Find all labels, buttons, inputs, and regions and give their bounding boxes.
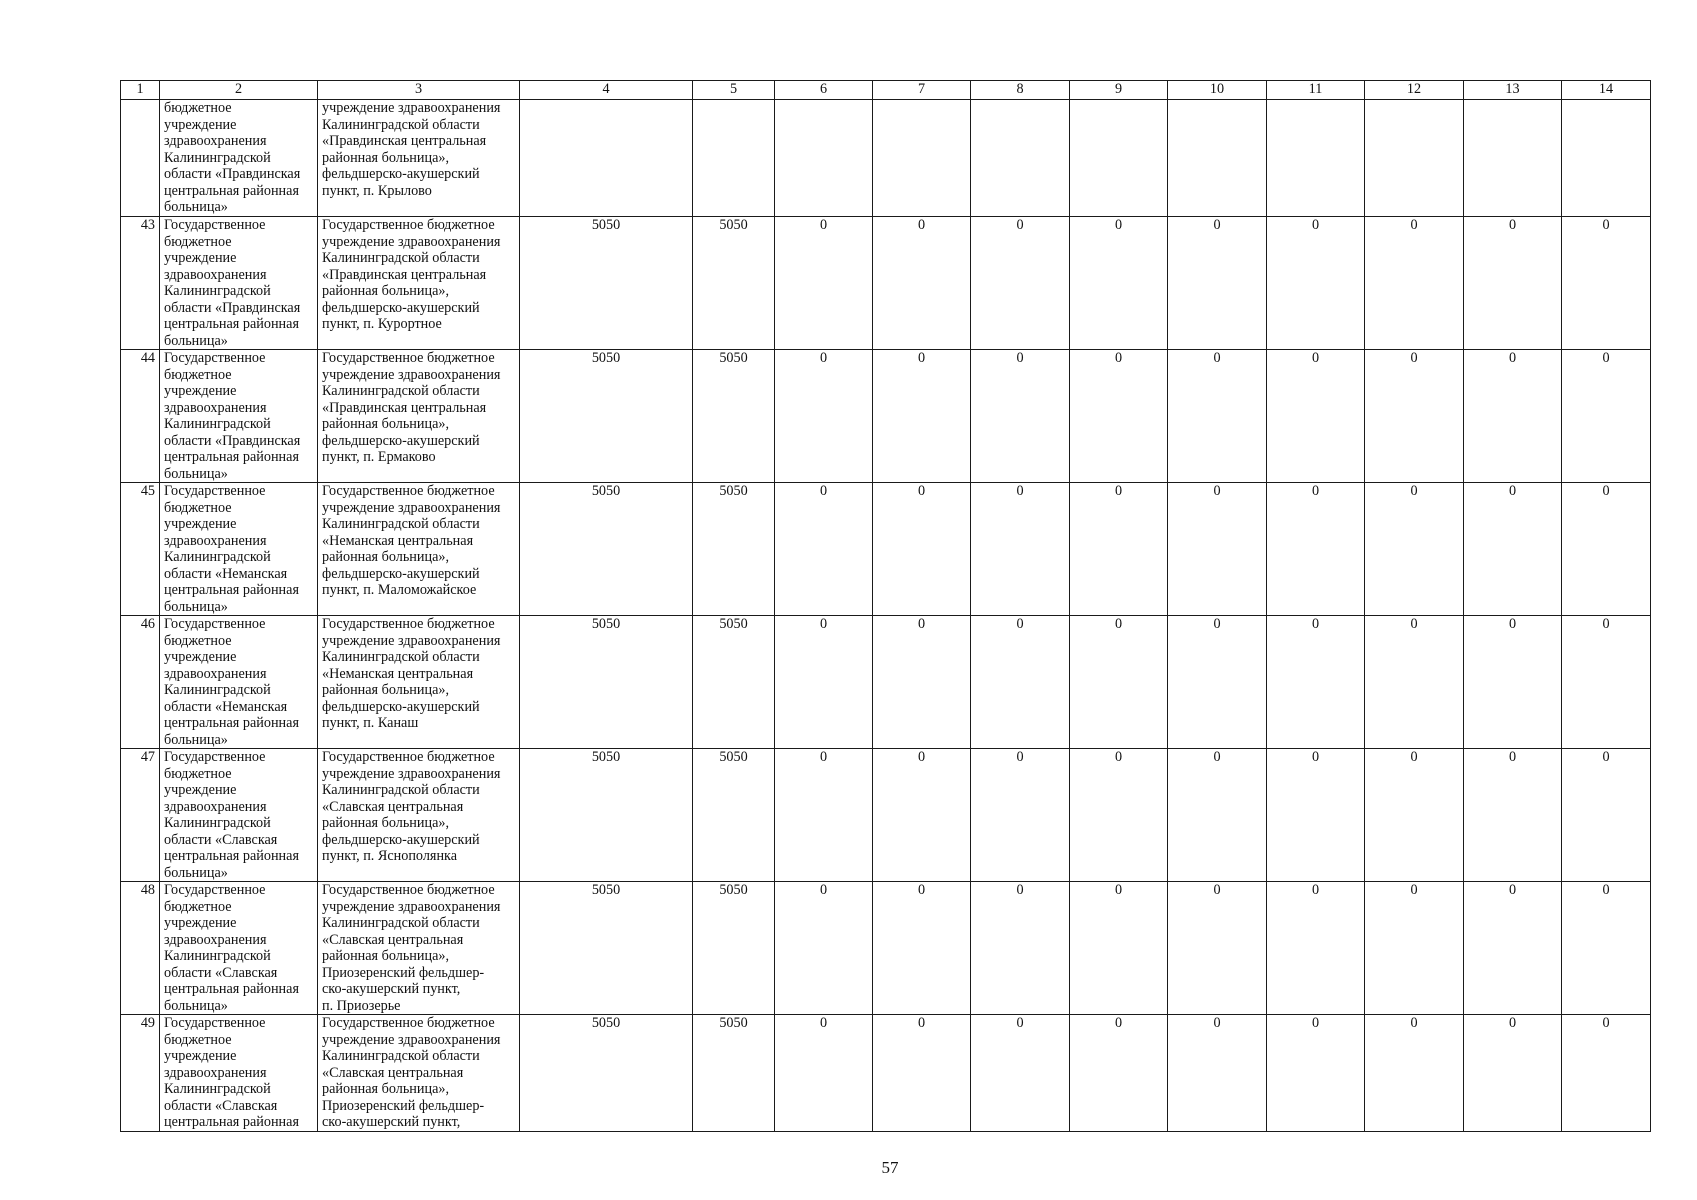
table-row [121, 616, 1651, 749]
column-header-14: 14 [1562, 81, 1651, 100]
value-cell-col-14: 0 [1562, 616, 1651, 749]
value-cell-col-7: 0 [873, 882, 971, 1015]
value-cell-col-6: 0 [775, 1015, 873, 1132]
value-cell-col-4: 5050 [520, 483, 693, 616]
row-number: 49 [121, 1015, 160, 1132]
value-cell-col-11: 0 [1267, 350, 1365, 483]
table-row [121, 1015, 1651, 1132]
value-cell [775, 100, 873, 217]
value-cell-col-14: 0 [1562, 350, 1651, 483]
value-cell-col-9: 0 [1070, 217, 1168, 350]
table-row [121, 350, 1651, 483]
value-cell-col-10: 0 [1168, 350, 1267, 483]
value-cell-col-13: 0 [1464, 483, 1562, 616]
value-cell [1070, 100, 1168, 217]
organization-cell: Государственное бюджетное учреждение здравоохранения Калининградской области «Славская центральная районная [160, 1015, 318, 1132]
value-cell [1365, 100, 1464, 217]
value-cell-col-11: 0 [1267, 217, 1365, 350]
data-table [120, 80, 1651, 1132]
value-cell-col-10: 0 [1168, 749, 1267, 882]
value-cell-col-5: 5050 [693, 350, 775, 483]
facility-cell: Государственное бюджетное учреждение здравоохранения Калининградской области «Славская центральная районная больница», фельдшерско-акушерский пункт, п. Яснополянка [318, 749, 520, 882]
value-cell-col-7: 0 [873, 1015, 971, 1132]
facility-cell: Государственное бюджетное учреждение здравоохранения Калининградской области «Неманская центральная районная больница», фельдшерско-акушерский пункт, п. Маломожайское [318, 483, 520, 616]
page-number: 57 [881, 1158, 899, 1177]
row-number: 47 [121, 749, 160, 882]
value-cell [1562, 100, 1651, 217]
facility-cell: учреждение здравоохранения Калининградской области «Правдинская центральная районная больница», фельдшерско-акушерский пункт, п. Крылово [318, 100, 520, 217]
organization-cell: Государственное бюджетное учреждение здравоохранения Калининградской области «Неманская центральная районная больница» [160, 483, 318, 616]
value-cell-col-14: 0 [1562, 217, 1651, 350]
column-header-5: 5 [693, 81, 775, 100]
value-cell-col-5: 5050 [693, 217, 775, 350]
value-cell-col-7: 0 [873, 616, 971, 749]
value-cell-col-12: 0 [1365, 217, 1464, 350]
value-cell-col-7: 0 [873, 749, 971, 882]
value-cell-col-8: 0 [971, 749, 1070, 882]
value-cell [693, 100, 775, 217]
column-header-11: 11 [1267, 81, 1365, 100]
value-cell-col-10: 0 [1168, 616, 1267, 749]
value-cell-col-7: 0 [873, 350, 971, 483]
organization-cell: Государственное бюджетное учреждение здравоохранения Калининградской области «Славская центральная районная больница» [160, 882, 318, 1015]
value-cell-col-9: 0 [1070, 882, 1168, 1015]
value-cell-col-9: 0 [1070, 483, 1168, 616]
value-cell [1267, 100, 1365, 217]
value-cell-col-12: 0 [1365, 749, 1464, 882]
value-cell-col-11: 0 [1267, 616, 1365, 749]
value-cell-col-10: 0 [1168, 1015, 1267, 1132]
organization-cell: Государственное бюджетное учреждение здравоохранения Калининградской области «Славская центральная районная больница» [160, 749, 318, 882]
value-cell-col-13: 0 [1464, 217, 1562, 350]
column-header-7: 7 [873, 81, 971, 100]
value-cell-col-6: 0 [775, 350, 873, 483]
value-cell-col-12: 0 [1365, 1015, 1464, 1132]
value-cell-col-11: 0 [1267, 882, 1365, 1015]
row-number [121, 100, 160, 217]
value-cell-col-8: 0 [971, 217, 1070, 350]
column-header-13: 13 [1464, 81, 1562, 100]
value-cell-col-5: 5050 [693, 1015, 775, 1132]
value-cell-col-6: 0 [775, 616, 873, 749]
facility-cell: Государственное бюджетное учреждение здравоохранения Калининградской области «Неманская центральная районная больница», фельдшерско-акушерский пункт, п. Канаш [318, 616, 520, 749]
value-cell-col-14: 0 [1562, 749, 1651, 882]
value-cell-col-4: 5050 [520, 616, 693, 749]
organization-cell: Государственное бюджетное учреждение здравоохранения Калининградской области «Правдинская центральная районная больница» [160, 350, 318, 483]
value-cell-col-8: 0 [971, 882, 1070, 1015]
value-cell-col-11: 0 [1267, 749, 1365, 882]
value-cell-col-9: 0 [1070, 616, 1168, 749]
value-cell-col-4: 5050 [520, 350, 693, 483]
row-number: 43 [121, 217, 160, 350]
column-header-6: 6 [775, 81, 873, 100]
table-row [121, 882, 1651, 1015]
value-cell-col-8: 0 [971, 483, 1070, 616]
value-cell-col-9: 0 [1070, 1015, 1168, 1132]
value-cell-col-13: 0 [1464, 1015, 1562, 1132]
table-row-continuation [121, 100, 1651, 217]
value-cell-col-8: 0 [971, 1015, 1070, 1132]
value-cell-col-12: 0 [1365, 882, 1464, 1015]
value-cell [520, 100, 693, 217]
value-cell-col-4: 5050 [520, 1015, 693, 1132]
value-cell-col-12: 0 [1365, 350, 1464, 483]
value-cell-col-14: 0 [1562, 1015, 1651, 1132]
value-cell-col-13: 0 [1464, 350, 1562, 483]
column-header-2: 2 [160, 81, 318, 100]
column-header-3: 3 [318, 81, 520, 100]
value-cell-col-9: 0 [1070, 749, 1168, 882]
organization-cell: Государственное бюджетное учреждение здравоохранения Калининградской области «Неманская центральная районная больница» [160, 616, 318, 749]
facility-cell: Государственное бюджетное учреждение здравоохранения Калининградской области «Славская центральная районная больница», Приозеренский фельдшер- ско-акушерский пункт, [318, 1015, 520, 1132]
value-cell-col-13: 0 [1464, 749, 1562, 882]
value-cell [873, 100, 971, 217]
value-cell-col-7: 0 [873, 217, 971, 350]
value-cell-col-10: 0 [1168, 483, 1267, 616]
table-row [121, 217, 1651, 350]
column-header-10: 10 [1168, 81, 1267, 100]
value-cell-col-4: 5050 [520, 749, 693, 882]
value-cell-col-6: 0 [775, 882, 873, 1015]
value-cell [1168, 100, 1267, 217]
row-number: 48 [121, 882, 160, 1015]
facility-cell: Государственное бюджетное учреждение здравоохранения Калининградской области «Правдинская центральная районная больница», фельдшерско-акушерский пункт, п. Ермаково [318, 350, 520, 483]
value-cell-col-9: 0 [1070, 350, 1168, 483]
value-cell-col-10: 0 [1168, 217, 1267, 350]
value-cell-col-4: 5050 [520, 882, 693, 1015]
value-cell-col-8: 0 [971, 350, 1070, 483]
value-cell [1464, 100, 1562, 217]
value-cell-col-10: 0 [1168, 882, 1267, 1015]
header-row [121, 81, 1651, 100]
value-cell-col-5: 5050 [693, 882, 775, 1015]
column-header-1: 1 [121, 81, 160, 100]
value-cell-col-12: 0 [1365, 483, 1464, 616]
value-cell-col-5: 5050 [693, 483, 775, 616]
value-cell [971, 100, 1070, 217]
column-header-12: 12 [1365, 81, 1464, 100]
row-number: 44 [121, 350, 160, 483]
value-cell-col-6: 0 [775, 217, 873, 350]
value-cell-col-14: 0 [1562, 882, 1651, 1015]
organization-cell: Государственное бюджетное учреждение здравоохранения Калининградской области «Правдинская центральная районная больница» [160, 217, 318, 350]
column-header-8: 8 [971, 81, 1070, 100]
organization-cell: бюджетное учреждение здравоохранения Калининградской области «Правдинская центральная районная больница» [160, 100, 318, 217]
column-header-9: 9 [1070, 81, 1168, 100]
value-cell-col-6: 0 [775, 483, 873, 616]
facility-cell: Государственное бюджетное учреждение здравоохранения Калининградской области «Славская центральная районная больница», Приозеренский фельдшер- ско-акушерский пункт, п. Приозерье [318, 882, 520, 1015]
value-cell-col-4: 5050 [520, 217, 693, 350]
value-cell-col-5: 5050 [693, 749, 775, 882]
value-cell-col-11: 0 [1267, 1015, 1365, 1132]
value-cell-col-7: 0 [873, 483, 971, 616]
table-row [121, 483, 1651, 616]
row-number: 46 [121, 616, 160, 749]
value-cell-col-11: 0 [1267, 483, 1365, 616]
value-cell-col-13: 0 [1464, 882, 1562, 1015]
table-row [121, 749, 1651, 882]
value-cell-col-14: 0 [1562, 483, 1651, 616]
value-cell-col-5: 5050 [693, 616, 775, 749]
value-cell-col-13: 0 [1464, 616, 1562, 749]
facility-cell: Государственное бюджетное учреждение здравоохранения Калининградской области «Правдинская центральная районная больница», фельдшерско-акушерский пункт, п. Курортное [318, 217, 520, 350]
row-number: 45 [121, 483, 160, 616]
column-header-4: 4 [520, 81, 693, 100]
value-cell-col-8: 0 [971, 616, 1070, 749]
value-cell-col-12: 0 [1365, 616, 1464, 749]
value-cell-col-6: 0 [775, 749, 873, 882]
